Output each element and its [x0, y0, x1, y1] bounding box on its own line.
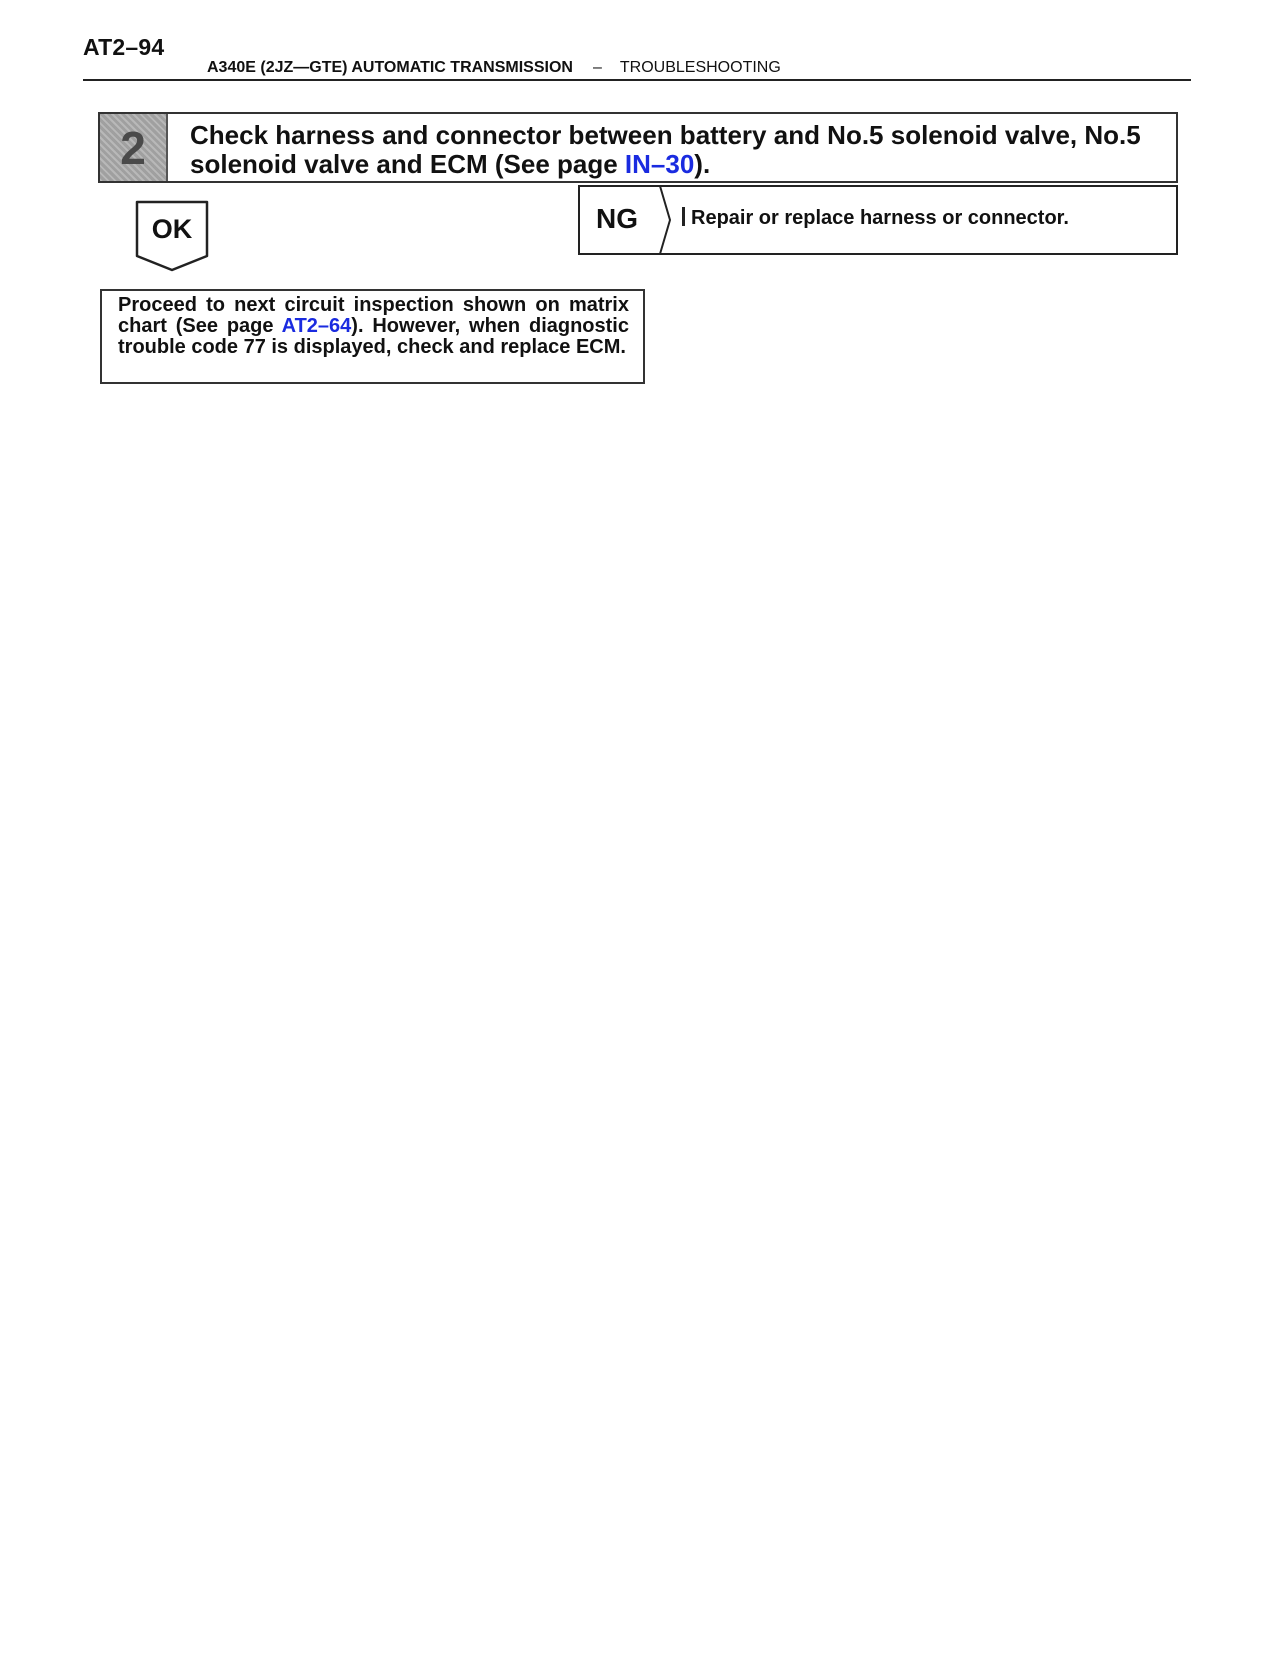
- header-title: A340E (2JZ—GTE) AUTOMATIC TRANSMISSION: [207, 59, 573, 76]
- header-rule: [83, 79, 1191, 81]
- step-instruction: [190, 121, 1170, 179]
- page-number: AT2–94: [83, 34, 165, 60]
- proceed-page-link[interactable]: AT2–64: [281, 315, 352, 337]
- ng-result-box: [578, 184, 1178, 256]
- header-section: TROUBLESHOOTING: [619, 59, 781, 76]
- proceed-text-before-link: Proceed to next circuit inspection shown on matrix chart (See page: [118, 294, 629, 337]
- step-box: [98, 112, 1178, 183]
- proceed-instruction: [118, 295, 629, 358]
- header-dash: –: [592, 59, 602, 76]
- step-text-before-link: Check harness and connector between battery and No.5 solenoid valve, No.5 solenoid valve and ECM (See page: [190, 120, 1141, 179]
- proceed-text-after-link: ). However, when diagnostic trouble code 77 is displayed, check and replace ECM.: [118, 315, 629, 358]
- ng-action-text: Repair or replace harness or connector.: [691, 207, 1069, 229]
- step-text-after-link: ).: [694, 149, 711, 179]
- proceed-box: [100, 289, 645, 384]
- step-page-link[interactable]: IN–30: [624, 149, 695, 179]
- ng-label: NG: [596, 203, 638, 234]
- running-header: [207, 59, 781, 77]
- ok-result-tag: [135, 200, 209, 272]
- ok-label: OK: [151, 214, 193, 244]
- step-number-badge: 2: [100, 114, 168, 181]
- ng-action: [682, 207, 1069, 230]
- ng-action-bar-icon: [682, 207, 685, 226]
